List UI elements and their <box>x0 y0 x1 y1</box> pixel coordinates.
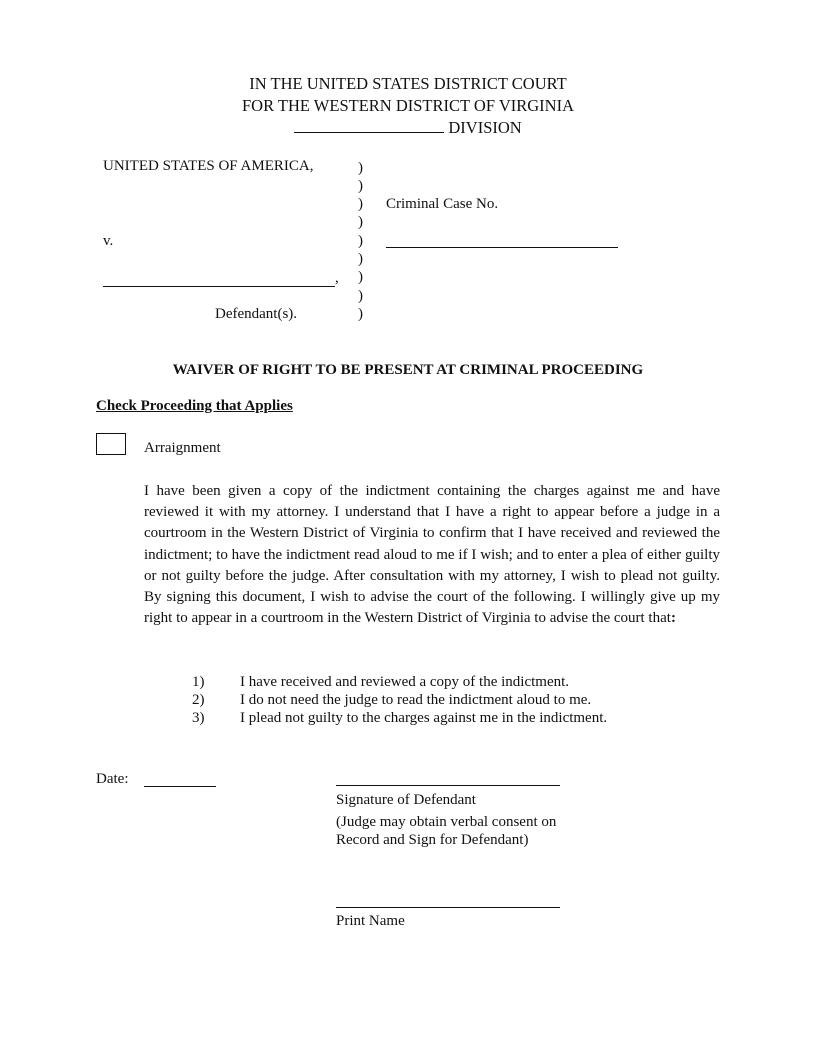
caption-paren: ) <box>358 251 363 267</box>
signature-line[interactable] <box>336 785 560 786</box>
arraignment-label: Arraignment <box>144 440 221 456</box>
signature-label: Signature of Defendant <box>336 792 476 808</box>
court-name-line1: IN THE UNITED STATES DISTRICT COURT <box>249 74 567 93</box>
plaintiff-name: UNITED STATES OF AMERICA, <box>103 158 314 174</box>
print-name-line[interactable] <box>336 907 560 908</box>
date-blank[interactable] <box>144 786 216 787</box>
document-title: WAIVER OF RIGHT TO BE PRESENT AT CRIMINAL PROCEEDING <box>172 362 644 378</box>
list-item: I plead not guilty to the charges against me in the indictment. <box>240 710 608 726</box>
defendant-label: Defendant(s). <box>215 306 298 322</box>
caption-paren: ) <box>358 288 363 304</box>
caption-paren: ) <box>358 160 363 176</box>
division-line <box>0 118 816 138</box>
defendant-name-blank[interactable] <box>103 286 335 287</box>
case-number-blank[interactable] <box>386 247 618 248</box>
section-heading: Check Proceeding that Applies <box>96 398 293 414</box>
list-item: I have received and reviewed a copy of the indictment. <box>240 674 570 690</box>
versus-label: v. <box>103 233 114 249</box>
case-number-label: Criminal Case No. <box>386 196 499 212</box>
caption-paren: ) <box>358 306 363 322</box>
list-number: 2) <box>192 692 205 708</box>
list-number: 1) <box>192 674 205 690</box>
caption-paren: ) <box>358 233 363 249</box>
caption-paren: ) <box>358 269 363 285</box>
date-label: Date: <box>96 771 129 787</box>
list-item: I do not need the judge to read the indictment aloud to me. <box>240 692 592 708</box>
waiver-paragraph-text: I have been given a copy of the indictment containing the charges against me and have reviewed it with my attorney. I understand that I have a right to appear before a judge in a courtroom in the Western District of Virginia to confirm that I have received and reviewed the indictment; to have the indictment read aloud to me if I wish; and to enter a plea of either guilty or not guilty before the judge. After consultation with my attorney, I wish to plead not guilty. By signing this document, I wish to advise the court of the following. I willingly give up my right to appear in a courtroom in the Western District of Virginia to advise the court that <box>144 483 720 627</box>
signature-note-line2: Record and Sign for Defendant) <box>336 832 529 848</box>
caption-paren: ) <box>358 178 363 194</box>
print-name-label: Print Name <box>336 913 405 929</box>
list-number: 3) <box>192 710 205 726</box>
division-blank[interactable] <box>294 118 444 133</box>
division-label: DIVISION <box>448 118 522 137</box>
arraignment-checkbox[interactable] <box>96 433 126 455</box>
caption-paren: ) <box>358 196 363 212</box>
waiver-paragraph-colon: : <box>670 610 676 627</box>
waiver-paragraph <box>144 481 720 629</box>
defendant-comma: , <box>335 270 339 286</box>
signature-note-line1: (Judge may obtain verbal consent on <box>336 814 557 830</box>
caption-paren: ) <box>358 214 363 230</box>
court-name-line2: FOR THE WESTERN DISTRICT OF VIRGINIA <box>241 96 574 115</box>
